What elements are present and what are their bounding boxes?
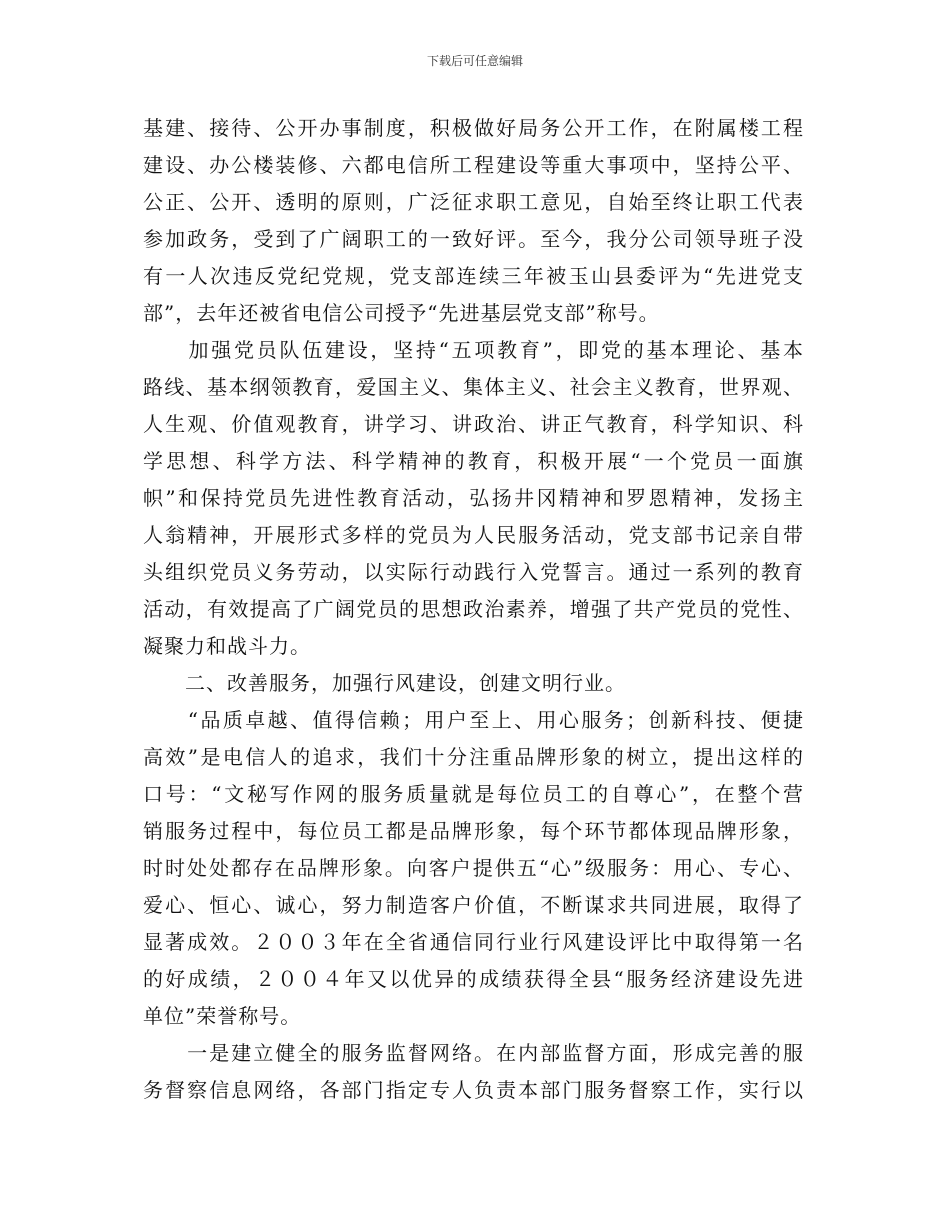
text-line: 建设、办公楼装修、六都电信所工程建设等重大事项中，坚持公平、	[143, 153, 803, 177]
text-line: 爱心、恒心、诚心，努力制造客户价值，不断谋求共同进展，取得了	[143, 893, 803, 917]
text-line: 人生观、价值观教育，讲学习、讲政治、讲正气教育，科学知识、科	[143, 412, 803, 436]
text-line: 一是建立健全的服务监督网络。在内部监督方面，形成完善的服	[143, 1041, 803, 1065]
text-line: 单位”荣誉称号。	[143, 1004, 302, 1028]
text-line: “品质卓越、值得信赖；用户至上、用心服务；创新科技、便捷	[143, 708, 803, 732]
text-line: 公正、公开、透明的原则，广泛征求职工意见，自始至终让职工代表	[143, 190, 803, 214]
section-heading: 二、改善服务，加强行风建设，创建文明行业。	[143, 671, 626, 695]
text-line: 的好成绩，２００４年又以优异的成绩获得全县“服务经济建设先进	[143, 967, 803, 991]
text-line: 路线、基本纲领教育，爱国主义、集体主义、社会主义教育，世界观、	[143, 375, 803, 399]
text-line: 销服务过程中，每位员工都是品牌形象，每个环节都体现品牌形象，	[143, 819, 803, 843]
text-line: 头组织党员义务劳动，以实际行动践行入党誓言。通过一系列的教育	[143, 560, 803, 584]
text-line: 学思想、科学方法、科学精神的教育，积极开展“一个党员一面旗	[143, 449, 803, 473]
text-line: 口号：“文秘写作网的服务质量就是每位员工的自尊心”，在整个营	[143, 782, 803, 806]
text-line: 人翁精神，开展形式多样的党员为人民服务活动，党支部书记亲自带	[143, 523, 803, 547]
text-line: 有一人次违反党纪党规，党支部连续三年被玉山县委评为“先进党支	[143, 264, 803, 288]
text-line: 部”，去年还被省电信公司授予“先进基层党支部”称号。	[143, 301, 660, 325]
text-line: 加强党员队伍建设，坚持“五项教育”，即党的基本理论、基本	[143, 338, 803, 362]
text-line: 参加政务，受到了广阔职工的一致好评。至今，我分公司领导班子没	[143, 227, 803, 251]
text-line: 帜”和保持党员先进性教育活动，弘扬井冈精神和罗恩精神，发扬主	[143, 486, 803, 510]
text-line: 时时处处都存在品牌形象。向客户提供五“心”级服务：用心、专心、	[143, 856, 803, 880]
text-line: 务督察信息网络，各部门指定专人负责本部门服务督察工作，实行以	[143, 1078, 803, 1102]
text-line: 高效”是电信人的追求，我们十分注重品牌形象的树立，提出这样的	[143, 745, 803, 769]
text-line: 活动，有效提高了广阔党员的思想政治素养，增强了共产党员的党性、	[143, 597, 803, 621]
text-line: 显著成效。２００３年在全省通信同行业行风建设评比中取得第一名	[143, 930, 803, 954]
text-line: 基建、接待、公开办事制度，积极做好局务公开工作，在附属楼工程	[143, 116, 803, 140]
text-line: 凝聚力和战斗力。	[143, 634, 311, 658]
page-header: 下载后可任意编辑	[426, 54, 523, 68]
document-body	[143, 110, 803, 1109]
